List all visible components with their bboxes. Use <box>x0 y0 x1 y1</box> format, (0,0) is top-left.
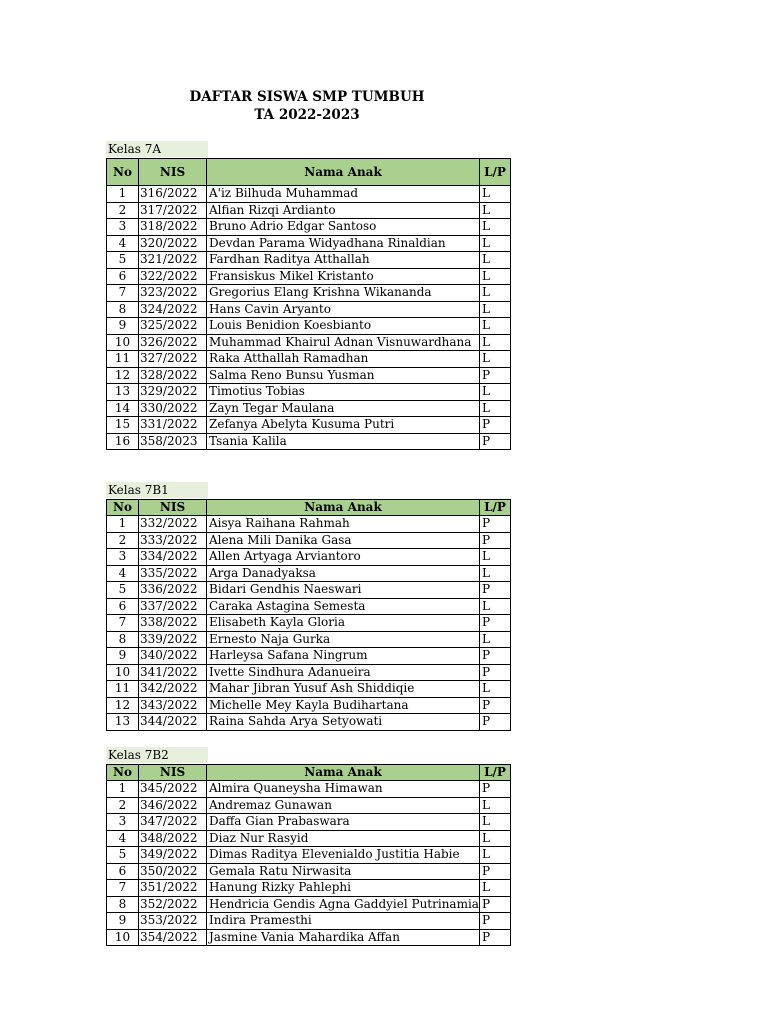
table-row <box>107 186 511 203</box>
cell-nis: 325/2022 <box>139 318 207 335</box>
table-row <box>107 913 511 930</box>
cell-name: A'iz Bilhuda Muhammad <box>207 186 480 203</box>
cell-lp: L <box>480 549 511 566</box>
cell-no: 6 <box>107 268 139 285</box>
cell-no: 14 <box>107 400 139 417</box>
cell-lp: L <box>480 681 511 698</box>
table-row <box>107 235 511 252</box>
cell-name: Hendricia Gendis Agna Gaddyiel Putrinamia <box>207 896 480 913</box>
table-row <box>107 615 511 632</box>
cell-lp: P <box>480 664 511 681</box>
cell-no: 8 <box>107 896 139 913</box>
cell-nis: 317/2022 <box>139 202 207 219</box>
class-section-7b1 <box>106 482 510 731</box>
cell-nis: 346/2022 <box>139 797 207 814</box>
cell-no: 1 <box>107 516 139 533</box>
table-row <box>107 400 511 417</box>
cell-no: 5 <box>107 582 139 599</box>
cell-nis: 344/2022 <box>139 714 207 731</box>
cell-no: 13 <box>107 384 139 401</box>
cell-name: Caraka Astagina Semesta <box>207 598 480 615</box>
cell-no: 15 <box>107 417 139 434</box>
cell-name: Gregorius Elang Krishna Wikananda <box>207 285 480 302</box>
table-row <box>107 252 511 269</box>
cell-name: Raka Atthallah Ramadhan <box>207 351 480 368</box>
cell-lp: L <box>480 565 511 582</box>
cell-no: 10 <box>107 929 139 946</box>
student-table <box>106 499 511 731</box>
cell-no: 6 <box>107 598 139 615</box>
cell-lp: L <box>480 814 511 831</box>
cell-lp: P <box>480 615 511 632</box>
cell-name: Mahar Jibran Yusuf Ash Shiddiqie <box>207 681 480 698</box>
cell-lp: L <box>480 598 511 615</box>
cell-name: Ernesto Naja Gurka <box>207 631 480 648</box>
cell-lp: L <box>480 631 511 648</box>
cell-lp: L <box>480 334 511 351</box>
cell-nis: 332/2022 <box>139 516 207 533</box>
cell-nis: 348/2022 <box>139 830 207 847</box>
cell-lp: P <box>480 516 511 533</box>
cell-name: Andremaz Gunawan <box>207 797 480 814</box>
cell-name: Ivette Sindhura Adanueira <box>207 664 480 681</box>
header-no: No <box>107 500 139 516</box>
cell-lp: P <box>480 929 511 946</box>
class-label: Kelas 7A <box>106 141 208 157</box>
table-row <box>107 797 511 814</box>
cell-no: 2 <box>107 532 139 549</box>
cell-lp: P <box>480 367 511 384</box>
table-row <box>107 582 511 599</box>
cell-lp: P <box>480 532 511 549</box>
table-row <box>107 433 511 450</box>
table-row <box>107 896 511 913</box>
cell-no: 2 <box>107 202 139 219</box>
table-row <box>107 847 511 864</box>
class-label: Kelas 7B1 <box>106 482 208 498</box>
cell-no: 12 <box>107 367 139 384</box>
document-title: DAFTAR SISWA SMP TUMBUH <box>189 89 425 105</box>
cell-name: Elisabeth Kayla Gloria <box>207 615 480 632</box>
student-table <box>106 764 511 946</box>
header-name: Nama Anak <box>207 765 480 781</box>
cell-name: Bidari Gendhis Naeswari <box>207 582 480 599</box>
cell-name: Alfian Rizqi Ardianto <box>207 202 480 219</box>
cell-name: Harleysa Safana Ningrum <box>207 648 480 665</box>
cell-no: 4 <box>107 235 139 252</box>
header-nis: NIS <box>139 765 207 781</box>
cell-nis: 342/2022 <box>139 681 207 698</box>
cell-no: 9 <box>107 648 139 665</box>
cell-no: 6 <box>107 863 139 880</box>
cell-nis: 331/2022 <box>139 417 207 434</box>
cell-lp: L <box>480 268 511 285</box>
cell-nis: 322/2022 <box>139 268 207 285</box>
table-row <box>107 664 511 681</box>
table-row <box>107 929 511 946</box>
class-section-7a <box>106 141 510 450</box>
header-no: No <box>107 765 139 781</box>
table-row <box>107 565 511 582</box>
cell-lp: P <box>480 863 511 880</box>
cell-lp: P <box>480 896 511 913</box>
table-row <box>107 532 511 549</box>
cell-nis: 328/2022 <box>139 367 207 384</box>
cell-no: 3 <box>107 814 139 831</box>
table-row <box>107 318 511 335</box>
cell-no: 7 <box>107 880 139 897</box>
class-label: Kelas 7B2 <box>106 747 208 763</box>
cell-no: 1 <box>107 186 139 203</box>
cell-nis: 341/2022 <box>139 664 207 681</box>
header-name: Nama Anak <box>207 159 480 186</box>
cell-lp: L <box>480 202 511 219</box>
cell-nis: 321/2022 <box>139 252 207 269</box>
cell-name: Tsania Kalila <box>207 433 480 450</box>
cell-no: 10 <box>107 664 139 681</box>
cell-nis: 318/2022 <box>139 219 207 236</box>
cell-name: Louis Benidion Koesbianto <box>207 318 480 335</box>
cell-no: 9 <box>107 318 139 335</box>
cell-nis: 349/2022 <box>139 847 207 864</box>
table-row <box>107 334 511 351</box>
cell-nis: 323/2022 <box>139 285 207 302</box>
table-row <box>107 648 511 665</box>
cell-nis: 326/2022 <box>139 334 207 351</box>
cell-name: Devdan Parama Widyadhana Rinaldian <box>207 235 480 252</box>
cell-no: 8 <box>107 631 139 648</box>
cell-name: Gemala Ratu Nirwasita <box>207 863 480 880</box>
cell-name: Alena Mili Danika Gasa <box>207 532 480 549</box>
cell-nis: 352/2022 <box>139 896 207 913</box>
cell-no: 4 <box>107 830 139 847</box>
student-table <box>106 158 511 450</box>
cell-name: Arga Danadyaksa <box>207 565 480 582</box>
table-row <box>107 285 511 302</box>
cell-nis: 320/2022 <box>139 235 207 252</box>
cell-lp: L <box>480 400 511 417</box>
cell-name: Bruno Adrio Edgar Santoso <box>207 219 480 236</box>
cell-name: Daffa Gian Prabaswara <box>207 814 480 831</box>
table-row <box>107 880 511 897</box>
table-header-row <box>107 765 511 781</box>
cell-name: Michelle Mey Kayla Budihartana <box>207 697 480 714</box>
cell-nis: 336/2022 <box>139 582 207 599</box>
header-lp: L/P <box>480 765 511 781</box>
table-header-row <box>107 500 511 516</box>
header-lp: L/P <box>480 500 511 516</box>
table-row <box>107 549 511 566</box>
cell-no: 3 <box>107 219 139 236</box>
cell-name: Diaz Nur Rasyid <box>207 830 480 847</box>
table-row <box>107 351 511 368</box>
cell-name: Hans Cavin Aryanto <box>207 301 480 318</box>
table-row <box>107 384 511 401</box>
cell-lp: L <box>480 219 511 236</box>
header-lp: L/P <box>480 159 511 186</box>
cell-nis: 339/2022 <box>139 631 207 648</box>
cell-lp: L <box>480 186 511 203</box>
cell-no: 4 <box>107 565 139 582</box>
cell-name: Fransiskus Mikel Kristanto <box>207 268 480 285</box>
class-section-7b2 <box>106 747 510 946</box>
table-row <box>107 697 511 714</box>
cell-name: Zefanya Abelyta Kusuma Putri <box>207 417 480 434</box>
cell-lp: L <box>480 235 511 252</box>
table-row <box>107 219 511 236</box>
cell-name: Almira Quaneysha Himawan <box>207 781 480 798</box>
cell-no: 12 <box>107 697 139 714</box>
cell-nis: 333/2022 <box>139 532 207 549</box>
cell-no: 8 <box>107 301 139 318</box>
table-row <box>107 202 511 219</box>
cell-lp: P <box>480 913 511 930</box>
cell-no: 13 <box>107 714 139 731</box>
cell-nis: 343/2022 <box>139 697 207 714</box>
document-subtitle: TA 2022-2023 <box>254 107 360 123</box>
cell-nis: 358/2023 <box>139 433 207 450</box>
header-nis: NIS <box>139 500 207 516</box>
cell-name: Zayn Tegar Maulana <box>207 400 480 417</box>
header-nis: NIS <box>139 159 207 186</box>
cell-lp: P <box>480 582 511 599</box>
cell-no: 2 <box>107 797 139 814</box>
table-row <box>107 714 511 731</box>
cell-lp: L <box>480 285 511 302</box>
cell-nis: 350/2022 <box>139 863 207 880</box>
cell-nis: 338/2022 <box>139 615 207 632</box>
cell-lp: P <box>480 433 511 450</box>
cell-name: Dimas Raditya Elevenialdo Justitia Habie <box>207 847 480 864</box>
cell-lp: L <box>480 880 511 897</box>
cell-no: 16 <box>107 433 139 450</box>
table-header-row <box>107 159 511 186</box>
cell-no: 11 <box>107 351 139 368</box>
cell-lp: L <box>480 384 511 401</box>
cell-lp: P <box>480 648 511 665</box>
cell-lp: L <box>480 252 511 269</box>
table-row <box>107 631 511 648</box>
cell-no: 11 <box>107 681 139 698</box>
cell-lp: L <box>480 830 511 847</box>
cell-name: Timotius Tobias <box>207 384 480 401</box>
table-row <box>107 301 511 318</box>
cell-nis: 329/2022 <box>139 384 207 401</box>
cell-nis: 353/2022 <box>139 913 207 930</box>
cell-no: 5 <box>107 252 139 269</box>
cell-nis: 335/2022 <box>139 565 207 582</box>
cell-name: Muhammad Khairul Adnan Visnuwardhana <box>207 334 480 351</box>
table-row <box>107 516 511 533</box>
cell-no: 3 <box>107 549 139 566</box>
cell-nis: 327/2022 <box>139 351 207 368</box>
cell-no: 5 <box>107 847 139 864</box>
cell-lp: P <box>480 714 511 731</box>
table-row <box>107 417 511 434</box>
cell-name: Indira Pramesthi <box>207 913 480 930</box>
cell-nis: 337/2022 <box>139 598 207 615</box>
cell-no: 1 <box>107 781 139 798</box>
cell-name: Aisya Raihana Rahmah <box>207 516 480 533</box>
cell-lp: L <box>480 301 511 318</box>
cell-name: Salma Reno Bunsu Yusman <box>207 367 480 384</box>
cell-nis: 354/2022 <box>139 929 207 946</box>
cell-nis: 330/2022 <box>139 400 207 417</box>
cell-lp: P <box>480 417 511 434</box>
cell-no: 7 <box>107 285 139 302</box>
cell-lp: L <box>480 318 511 335</box>
cell-lp: P <box>480 697 511 714</box>
table-row <box>107 781 511 798</box>
cell-nis: 351/2022 <box>139 880 207 897</box>
cell-nis: 345/2022 <box>139 781 207 798</box>
cell-nis: 316/2022 <box>139 186 207 203</box>
cell-name: Allen Artyaga Arviantoro <box>207 549 480 566</box>
cell-nis: 347/2022 <box>139 814 207 831</box>
cell-name: Raina Sahda Arya Setyowati <box>207 714 480 731</box>
cell-name: Hanung Rizky Pahlephi <box>207 880 480 897</box>
cell-lp: L <box>480 797 511 814</box>
table-row <box>107 814 511 831</box>
cell-no: 7 <box>107 615 139 632</box>
cell-no: 10 <box>107 334 139 351</box>
table-row <box>107 830 511 847</box>
table-row <box>107 598 511 615</box>
cell-nis: 334/2022 <box>139 549 207 566</box>
cell-lp: L <box>480 847 511 864</box>
cell-name: Jasmine Vania Mahardika Affan <box>207 929 480 946</box>
cell-nis: 324/2022 <box>139 301 207 318</box>
cell-lp: L <box>480 351 511 368</box>
cell-name: Fardhan Raditya Atthallah <box>207 252 480 269</box>
table-row <box>107 367 511 384</box>
cell-lp: P <box>480 781 511 798</box>
cell-no: 9 <box>107 913 139 930</box>
header-no: No <box>107 159 139 186</box>
table-row <box>107 681 511 698</box>
table-row <box>107 268 511 285</box>
table-row <box>107 863 511 880</box>
cell-nis: 340/2022 <box>139 648 207 665</box>
header-name: Nama Anak <box>207 500 480 516</box>
